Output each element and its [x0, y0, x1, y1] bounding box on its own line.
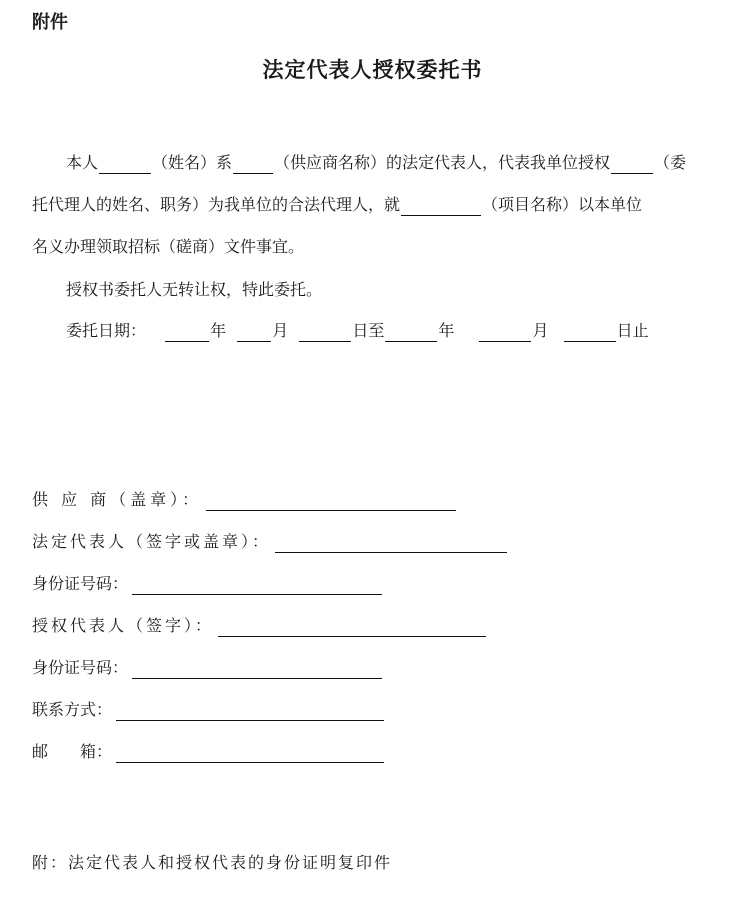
month-to-blank[interactable]	[479, 323, 531, 342]
paragraph-line-4: 授权书委托人无转让权，特此委托。	[66, 280, 323, 299]
supplier-blank[interactable]	[233, 155, 273, 174]
field-label: 供 应 商（盖章）：	[32, 490, 203, 509]
year-from-blank[interactable]	[165, 323, 209, 342]
field-label: 授权代表人（签字）：	[32, 616, 215, 635]
email-input[interactable]	[116, 744, 384, 763]
field-label: 身份证号码：	[32, 658, 129, 677]
month-from-blank[interactable]	[237, 323, 271, 342]
authorized-rep-signature-input[interactable]	[218, 618, 486, 637]
supplier-seal-input[interactable]	[206, 492, 456, 511]
id-number-field-1	[32, 573, 382, 595]
text: 本人	[66, 153, 99, 172]
day-from-blank[interactable]	[299, 323, 351, 342]
field-label: 身份证号码：	[32, 574, 129, 593]
contact-field	[32, 699, 384, 721]
year-to-blank[interactable]	[385, 323, 437, 342]
field-label: 法定代表人（签字或盖章）：	[32, 532, 272, 551]
legal-rep-field	[32, 531, 507, 553]
text: （委	[654, 153, 687, 172]
id-number-input-2[interactable]	[132, 660, 382, 679]
text: 托代理人的姓名、职务）为我单位的合法代理人，就	[32, 195, 401, 214]
text: 月	[272, 321, 289, 340]
supplier-seal-field	[32, 489, 456, 511]
agent-blank[interactable]	[611, 155, 653, 174]
attachment-note: 附：法定代表人和授权代表的身份证明复印件	[32, 853, 393, 872]
date-label: 委托日期：	[66, 321, 147, 340]
paragraph-line-2	[32, 194, 642, 216]
text: 月	[532, 321, 549, 340]
text: 日至	[352, 321, 385, 340]
text: （供应商名称）的法定代表人，代表我单位授权	[274, 153, 611, 172]
field-label: 邮 箱：	[32, 742, 113, 761]
project-blank[interactable]	[401, 197, 481, 216]
date-line	[66, 320, 649, 342]
text: （姓名）系	[152, 153, 233, 172]
text: （项目名称）以本单位	[482, 195, 643, 214]
email-field	[32, 741, 384, 763]
text: 日止	[616, 321, 649, 340]
attachment-label: 附件	[32, 12, 68, 33]
id-number-input-1[interactable]	[132, 576, 382, 595]
authorized-rep-field	[32, 615, 486, 637]
paragraph-line-3: 名义办理领取招标（磋商）文件事宜。	[32, 237, 305, 256]
contact-input[interactable]	[116, 702, 384, 721]
text: 年	[210, 321, 227, 340]
name-blank[interactable]	[99, 155, 151, 174]
day-to-blank[interactable]	[564, 323, 616, 342]
paragraph-line-1	[66, 152, 686, 174]
legal-rep-signature-input[interactable]	[275, 534, 507, 553]
page-title: 法定代表人授权委托书	[262, 57, 483, 82]
field-label: 联系方式：	[32, 700, 113, 719]
id-number-field-2	[32, 657, 382, 679]
text: 年	[438, 321, 455, 340]
